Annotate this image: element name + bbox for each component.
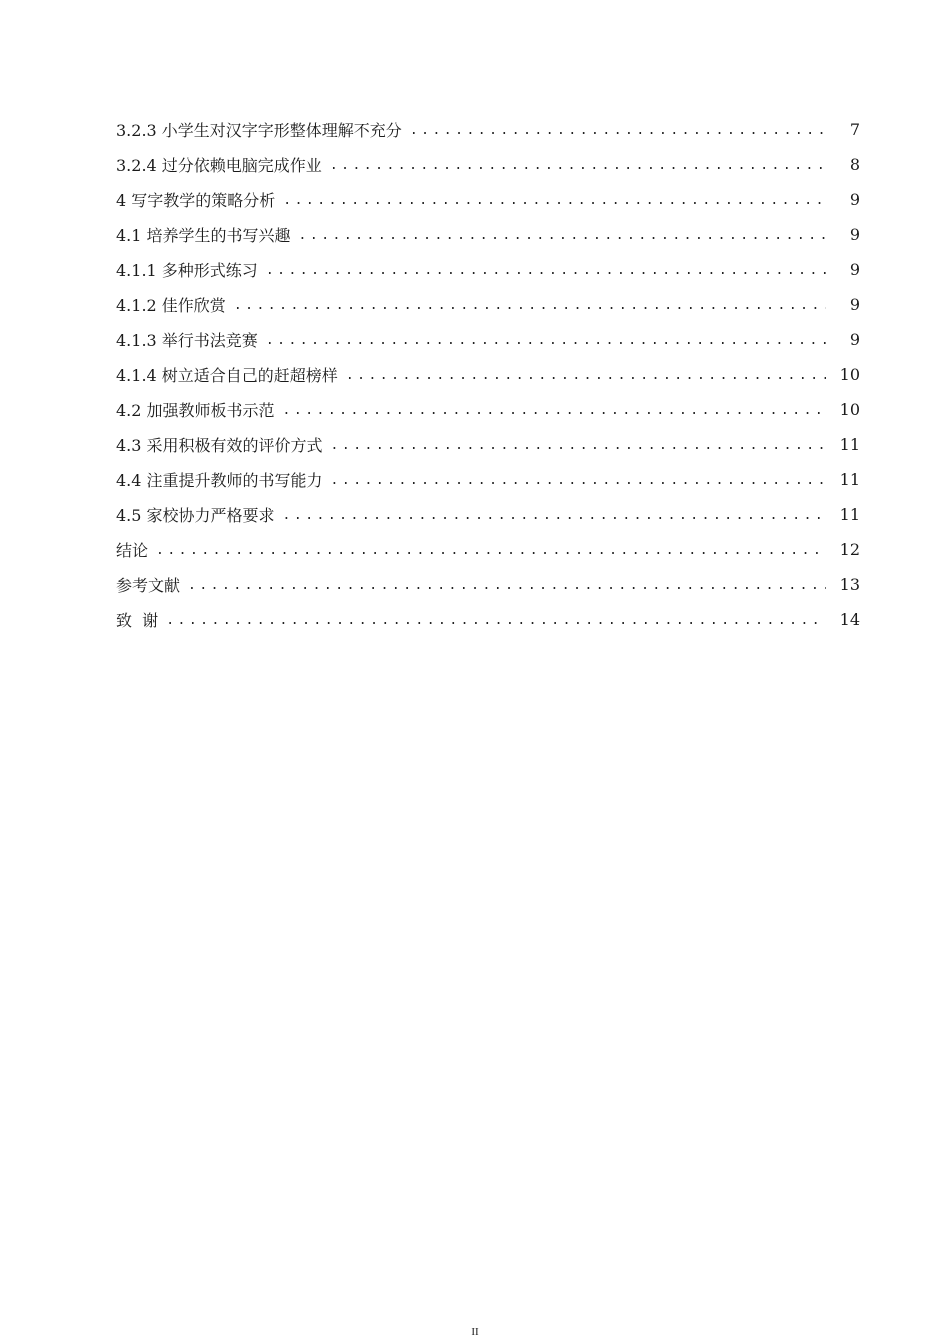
toc-entry-page: 11 bbox=[839, 505, 860, 524]
toc-dot-leader bbox=[346, 368, 826, 383]
toc-dot-leader bbox=[410, 123, 826, 138]
toc-dot-leader bbox=[283, 403, 826, 418]
page-number-footer: II bbox=[471, 1326, 479, 1338]
toc-entry-page: 9 bbox=[849, 225, 860, 244]
toc-entry[interactable] bbox=[116, 287, 860, 322]
toc-entry[interactable] bbox=[116, 497, 860, 532]
toc-entry-page: 14 bbox=[839, 610, 860, 629]
toc-entry-title: 4.4 注重提升教师的书写能力 bbox=[116, 471, 323, 490]
toc-entry[interactable] bbox=[116, 427, 860, 462]
toc-entry-page: 7 bbox=[849, 120, 860, 139]
toc-entry[interactable] bbox=[116, 532, 860, 567]
toc-entry-page: 13 bbox=[839, 575, 860, 594]
toc-entry[interactable] bbox=[116, 217, 860, 252]
toc-entry[interactable] bbox=[116, 392, 860, 427]
toc-dot-leader bbox=[330, 158, 826, 173]
toc-entry-page: 8 bbox=[849, 155, 860, 174]
toc-entry-page: 9 bbox=[849, 190, 860, 209]
table-of-contents bbox=[116, 112, 860, 637]
toc-entry-title: 4.1.4 树立适合自己的赶超榜样 bbox=[116, 366, 338, 385]
toc-dot-leader bbox=[266, 263, 826, 278]
toc-entry-title: 结论 bbox=[116, 541, 149, 560]
toc-entry-title: 4.1 培养学生的书写兴趣 bbox=[116, 226, 291, 245]
toc-entry-title: 4.5 家校协力严格要求 bbox=[116, 506, 275, 525]
toc-dot-leader bbox=[283, 508, 826, 523]
toc-entry-title: 4.3 采用积极有效的评价方式 bbox=[116, 436, 323, 455]
toc-entry-page: 12 bbox=[839, 540, 860, 559]
toc-entry[interactable] bbox=[116, 147, 860, 182]
toc-entry-title: 致 谢 bbox=[116, 611, 159, 630]
toc-entry-page: 9 bbox=[849, 295, 860, 314]
toc-entry-page: 9 bbox=[849, 260, 860, 279]
toc-entry-title: 4.1.2 佳作欣赏 bbox=[116, 296, 226, 315]
toc-entry-page: 9 bbox=[849, 330, 860, 349]
toc-entry-title: 4.2 加强教师板书示范 bbox=[116, 401, 275, 420]
toc-entry-title: 3.2.4 过分依赖电脑完成作业 bbox=[116, 156, 322, 175]
toc-entry-page: 11 bbox=[839, 470, 860, 489]
toc-entry[interactable] bbox=[116, 112, 860, 147]
toc-dot-leader bbox=[266, 333, 826, 348]
toc-entry-page: 10 bbox=[839, 365, 860, 384]
toc-dot-leader bbox=[331, 473, 826, 488]
toc-entry[interactable] bbox=[116, 357, 860, 392]
toc-entry-page: 10 bbox=[839, 400, 860, 419]
toc-entry[interactable] bbox=[116, 252, 860, 287]
toc-dot-leader bbox=[331, 438, 826, 453]
toc-dot-leader bbox=[188, 578, 826, 593]
toc-entry-title: 4 写字教学的策略分析 bbox=[116, 191, 276, 210]
toc-entry-page: 11 bbox=[839, 435, 860, 454]
toc-entry[interactable] bbox=[116, 182, 860, 217]
toc-entry-title: 4.1.3 举行书法竞赛 bbox=[116, 331, 258, 350]
toc-entry-title: 参考文献 bbox=[116, 576, 181, 595]
toc-dot-leader bbox=[156, 543, 826, 558]
toc-entry-title: 3.2.3 小学生对汉字字形整体理解不充分 bbox=[116, 121, 402, 140]
toc-dot-leader bbox=[283, 193, 826, 208]
toc-entry-title: 4.1.1 多种形式练习 bbox=[116, 261, 258, 280]
toc-dot-leader bbox=[299, 228, 826, 243]
toc-entry[interactable] bbox=[116, 602, 860, 637]
toc-dot-leader bbox=[234, 298, 826, 313]
toc-entry[interactable] bbox=[116, 322, 860, 357]
toc-entry[interactable] bbox=[116, 462, 860, 497]
toc-entry[interactable] bbox=[116, 567, 860, 602]
toc-dot-leader bbox=[166, 613, 826, 628]
